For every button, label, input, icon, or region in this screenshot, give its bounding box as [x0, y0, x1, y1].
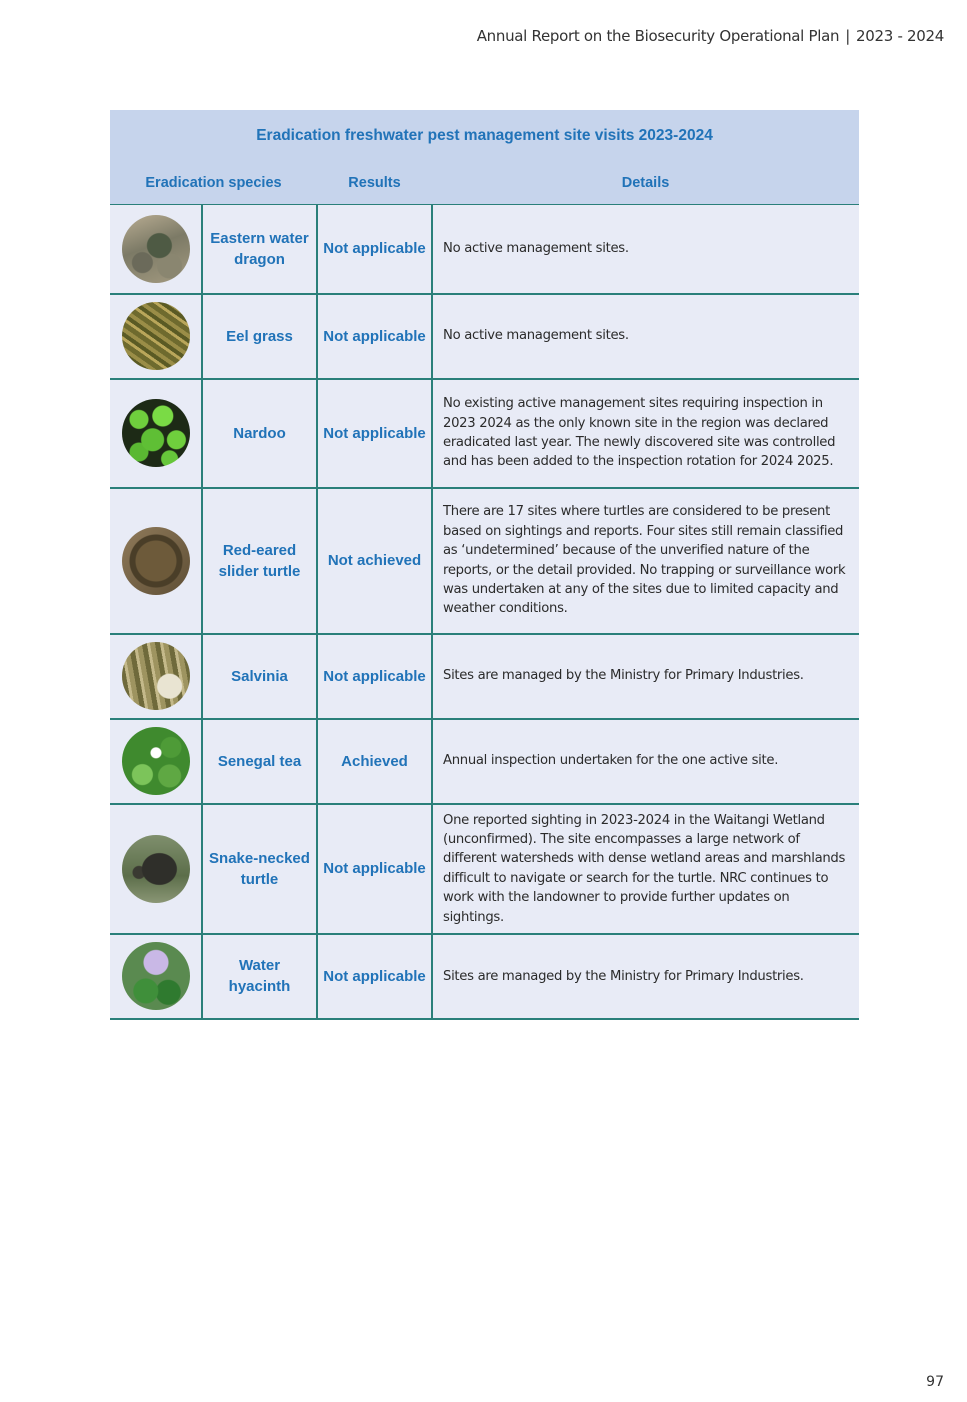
species-name: Water hyacinth — [202, 934, 317, 1019]
table-row — [110, 294, 859, 379]
column-header-details: Details — [432, 162, 859, 205]
column-header-results: Results — [317, 162, 432, 205]
species-name: Eel grass — [202, 294, 317, 379]
details-text: No existing active management sites requiring inspection in 2023 2024 as the only known site in the region was declared eradicated last year. The newly discovered site was controlled and has been added to the inspection rotation for 2024 2025. — [432, 379, 859, 488]
species-name: Snake-necked turtle — [202, 804, 317, 934]
result-status: Achieved — [317, 719, 432, 804]
table-row — [110, 379, 859, 488]
result-status: Not achieved — [317, 488, 432, 634]
details-text: No active management sites. — [432, 294, 859, 379]
species-name: Nardoo — [202, 379, 317, 488]
table-row — [110, 934, 859, 1019]
table-title: Eradication freshwater pest management site visits 2023-2024 — [110, 110, 859, 162]
red-eared-slider-turtle-photo — [122, 527, 190, 595]
column-header-species: Eradication species — [110, 162, 317, 205]
salvinia-photo — [122, 642, 190, 710]
water-hyacinth-photo — [122, 942, 190, 1010]
site-visits-table — [110, 110, 859, 1020]
result-status: Not applicable — [317, 205, 432, 294]
species-name: Senegal tea — [202, 719, 317, 804]
eel-grass-photo — [122, 302, 190, 370]
table-row — [110, 488, 859, 634]
details-text: Sites are managed by the Ministry for Primary Industries. — [432, 634, 859, 719]
table-row — [110, 804, 859, 934]
species-name: Eastern water dragon — [202, 205, 317, 294]
header-separator: | — [845, 27, 850, 45]
report-title: Annual Report on the Biosecurity Operational Plan — [476, 27, 840, 45]
table-row — [110, 205, 859, 294]
page-number: 97 — [926, 1374, 944, 1390]
table-row — [110, 634, 859, 719]
result-status: Not applicable — [317, 804, 432, 934]
result-status: Not applicable — [317, 294, 432, 379]
result-status: Not applicable — [317, 634, 432, 719]
result-status: Not applicable — [317, 934, 432, 1019]
result-status: Not applicable — [317, 379, 432, 488]
table-row — [110, 719, 859, 804]
details-text: One reported sighting in 2023-2024 in the Waitangi Wetland (unconfirmed). The site encompasses a large network of different watersheds with dense wetland areas and marshlands difficult to navigate or search for the turtle. NRC continues to work with the landowner to provide further updates on sightings. — [432, 804, 859, 934]
species-name: Red-eared slider turtle — [202, 488, 317, 634]
details-text: No active management sites. — [432, 205, 859, 294]
site-visits-table-wrapper — [110, 110, 859, 1020]
details-text: Annual inspection undertaken for the one active site. — [432, 719, 859, 804]
species-name: Salvinia — [202, 634, 317, 719]
senegal-tea-photo — [122, 727, 190, 795]
details-text: There are 17 sites where turtles are considered to be present based on sightings and reports. Four sites still remain classified as ‘undetermined’ because of the unverified nature of the reports, or the detail provided. No trapping or surveillance work was undertaken at any of the sites due to limited capacity and weather conditions. — [432, 488, 859, 634]
eastern-water-dragon-photo — [122, 215, 190, 283]
nardoo-photo — [122, 399, 190, 467]
details-text: Sites are managed by the Ministry for Primary Industries. — [432, 934, 859, 1019]
running-header — [477, 27, 944, 45]
report-period: 2023 - 2024 — [856, 27, 944, 45]
snake-necked-turtle-photo — [122, 835, 190, 903]
